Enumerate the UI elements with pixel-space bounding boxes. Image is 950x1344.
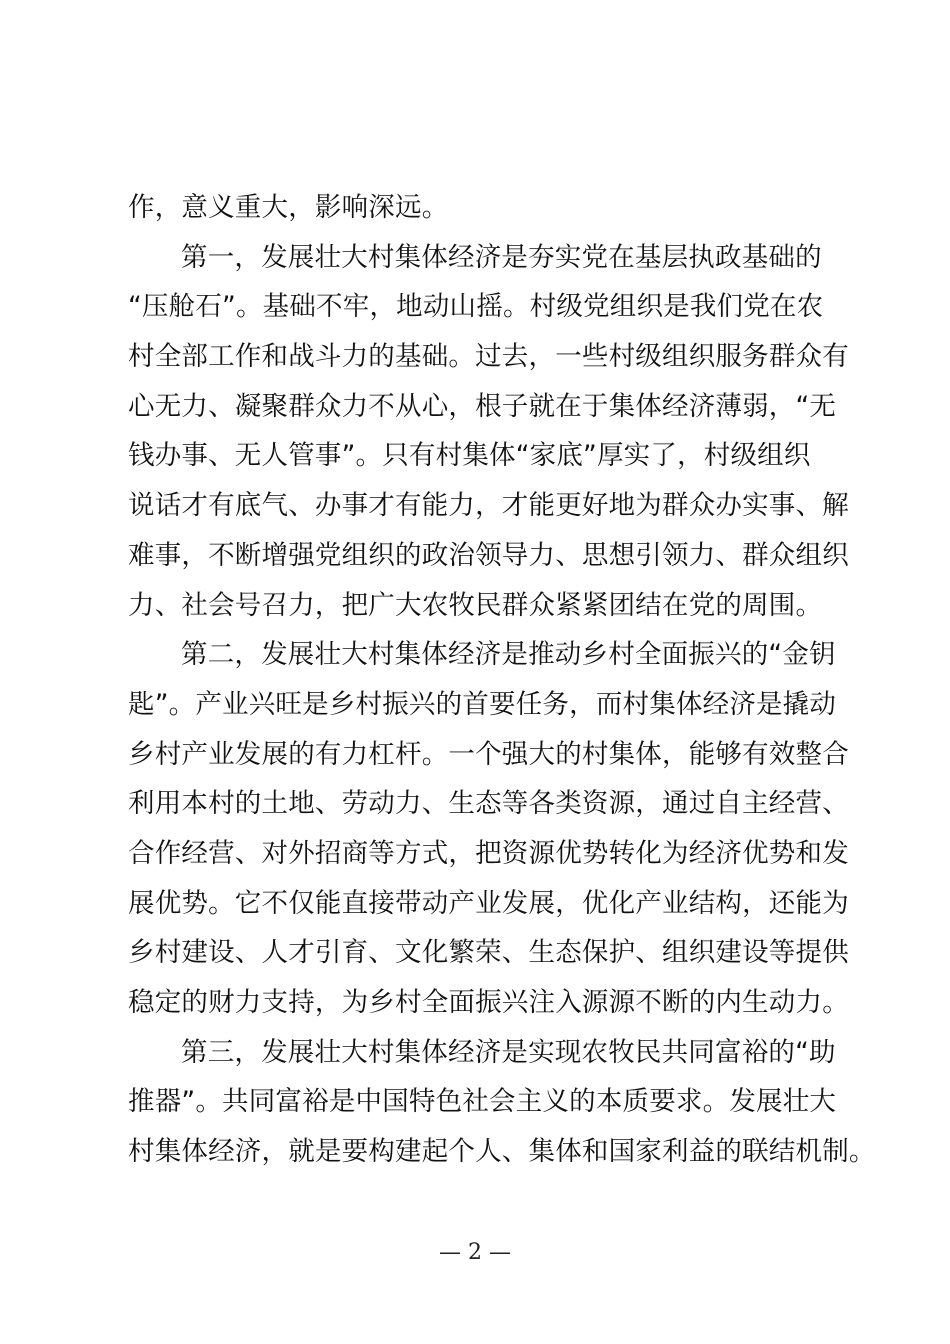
text-line: 匙”。产业兴旺是乡村振兴的首要任务，而村集体经济是撬动 [128, 688, 837, 720]
text-line: 乡村建设、人才引育、文化繁荣、生态保护、组织建设等提供 [128, 937, 849, 969]
text-line: 利用本村的土地、劳动力、生态等各类资源，通过自主经营、 [128, 788, 849, 820]
text-line: 村集体经济，就是要构建起个人、集体和国家利益的联结机制。 [128, 1136, 876, 1168]
text-line: “压舱石”。基础不牢，地动山摇。村级党组织是我们党在农 [128, 291, 824, 323]
text-line: 钱办事、无人管事”。只有村集体“家底”厚实了，村级组织 [128, 440, 811, 472]
text-line: 推器”。共同富裕是中国特色社会主义的本质要求。发展壮大 [128, 1086, 837, 1118]
text-line: 说话才有底气、办事才有能力，才能更好地为群众办实事、解 [128, 490, 849, 522]
text-line: 村全部工作和战斗力的基础。过去，一些村级组织服务群众有 [128, 341, 849, 373]
text-line: 乡村产业发展的有力杠杆。一个强大的村集体，能够有效整合 [128, 738, 849, 770]
page-number: — 2 — [439, 1240, 511, 1265]
text-line: 难事，不断增强党组织的政治领导力、思想引领力、群众组织 [128, 539, 849, 571]
text-line: 稳定的财力支持，为乡村全面振兴注入源源不断的内生动力。 [128, 987, 849, 1018]
paragraph-first-line: 第二，发展壮大村集体经济是推动乡村全面振兴的“金钥 [181, 639, 836, 671]
text-line: 合作经营、对外招商等方式，把资源优势转化为经济优势和发 [128, 837, 849, 869]
text-line: 心无力、凝聚群众力不从心，根子就在于集体经济薄弱，“无 [128, 390, 837, 422]
text-line: 力、社会号召力，把广大农牧民群众紧紧团结在党的周围。 [128, 589, 823, 621]
document-body [128, 183, 876, 1177]
text-line: 作，意义重大，影响深远。 [128, 192, 449, 223]
text-line: 展优势。它不仅能直接带动产业发展，优化产业结构，还能为 [128, 887, 849, 919]
paragraph-first-line: 第三，发展壮大村集体经济是实现农牧民共同富裕的“助 [181, 1036, 836, 1068]
paragraph-first-line: 第一，发展壮大村集体经济是夯实党在基层执政基础的 [181, 241, 822, 273]
